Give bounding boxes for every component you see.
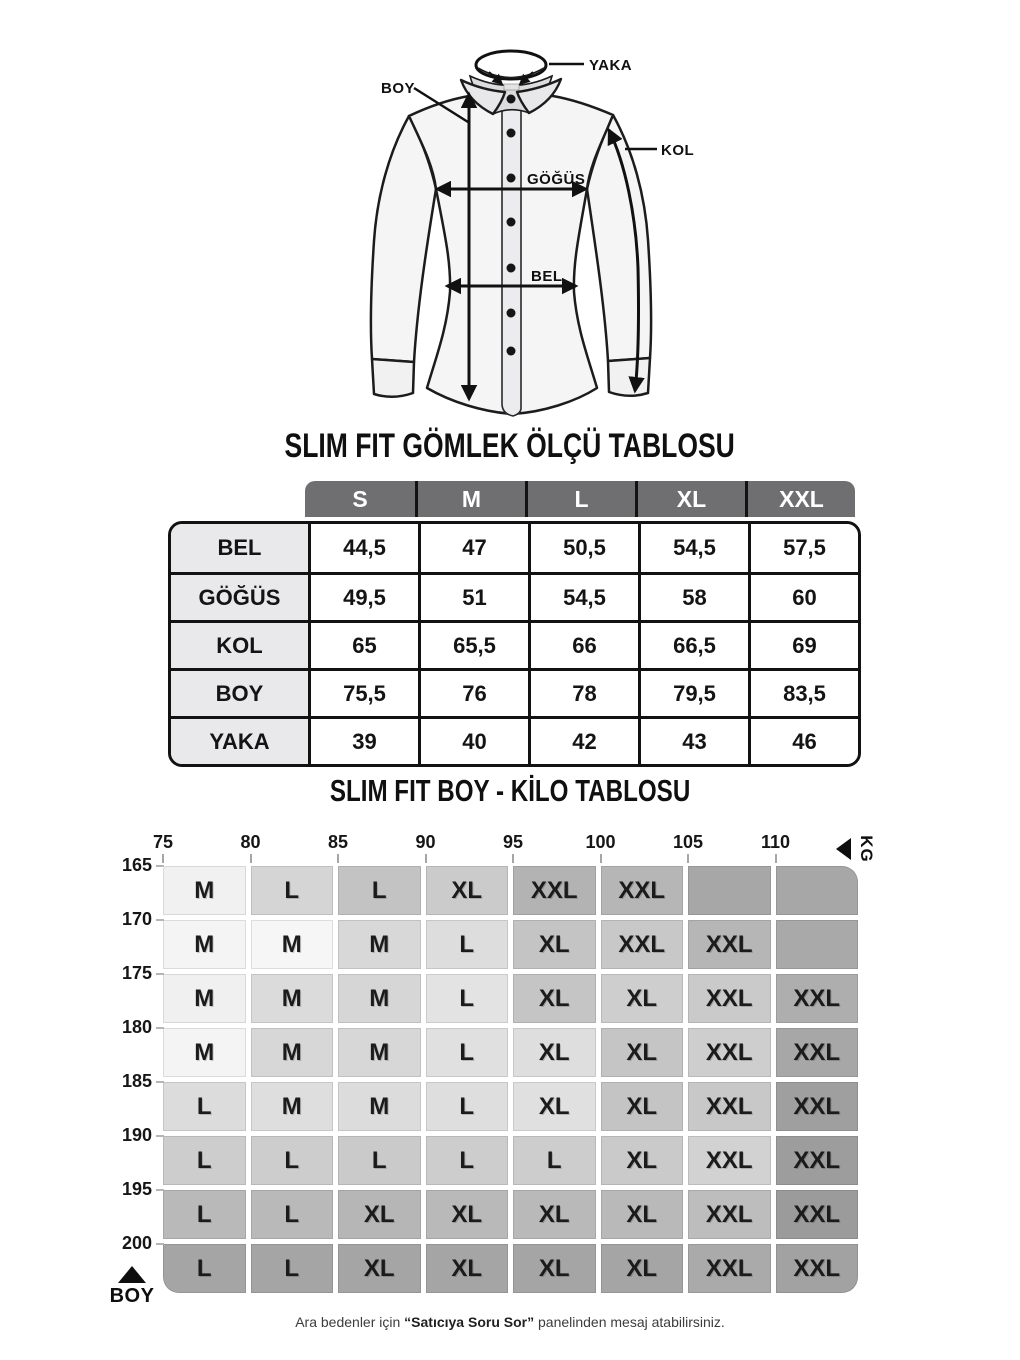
boy-tick-mark (156, 1135, 164, 1137)
weight-cell: M (163, 866, 246, 915)
kg-tick-label: 95 (502, 832, 524, 852)
weight-cell: L (251, 1190, 334, 1239)
size-value-cell: 44,5 (308, 524, 418, 572)
weight-cell: XXL (513, 866, 596, 915)
kol-label: KOL (661, 142, 695, 159)
size-value-cell: 83,5 (748, 668, 858, 716)
size-column-header: S (305, 481, 415, 517)
boy-tick-label: 200 (121, 1233, 152, 1254)
shirt-placket (502, 93, 521, 416)
size-value-cell: 75,5 (308, 668, 418, 716)
weight-cell: XXL (776, 1082, 859, 1131)
weight-cell: XXL (688, 1082, 771, 1131)
size-value-cell: 51 (418, 572, 528, 620)
size-value-cell: 76 (418, 668, 528, 716)
boy-arrow-up-icon (118, 1266, 146, 1283)
kg-tick-mark (337, 854, 339, 863)
weight-cell: XL (601, 1028, 684, 1077)
weight-cell: M (163, 974, 246, 1023)
weight-cell: L (426, 920, 509, 969)
weight-cell: XXL (688, 920, 771, 969)
weight-cell: XXL (776, 1190, 859, 1239)
size-row-label: BEL (171, 524, 308, 572)
weight-cell: XXL (688, 1244, 771, 1293)
boy-axis-indicator (102, 1266, 162, 1308)
yaka-label: YAKA (589, 57, 633, 74)
kg-tick-label: 80 (240, 832, 261, 852)
boy-tick-label: 195 (121, 1179, 152, 1200)
boy-tick-label: 170 (121, 909, 152, 930)
size-column-header: L (525, 481, 635, 517)
weight-cell: L (163, 1190, 246, 1239)
weight-grid (163, 866, 858, 1293)
boy-tick-mark (156, 1243, 164, 1245)
size-value-cell: 47 (418, 524, 528, 572)
size-value-cell: 65,5 (418, 620, 528, 668)
size-value-cell: 46 (748, 716, 858, 764)
weight-cell: XXL (688, 1028, 771, 1077)
footer-note: Ara bedenler için “Satıcıya Soru Sor” panelinden mesaj atabilirsiniz. (295, 1314, 725, 1330)
kg-tick-label: 100 (585, 832, 616, 852)
weight-cell: M (338, 1028, 421, 1077)
kg-tick-mark (250, 854, 252, 863)
size-value-cell: 57,5 (748, 524, 858, 572)
weight-cell: XXL (776, 1136, 859, 1185)
weight-cell: M (163, 920, 246, 969)
size-row-label: KOL (171, 620, 308, 668)
size-table-title: SLIM FIT GÖMLEK ÖLÇÜ TABLOSU (284, 427, 736, 465)
size-column-header: XXL (745, 481, 855, 517)
weight-cell: XL (513, 1244, 596, 1293)
boy-tick-label: 185 (121, 1071, 152, 1092)
size-value-cell: 54,5 (638, 524, 748, 572)
kg-tick-label: 75 (152, 832, 174, 852)
weight-cell: M (251, 920, 334, 969)
size-value-cell: 66 (528, 620, 638, 668)
weight-cell: XXL (601, 866, 684, 915)
weight-cell: L (426, 1082, 509, 1131)
size-value-cell: 42 (528, 716, 638, 764)
shirt-diagram (0, 0, 1020, 435)
boy-tick-mark (156, 1027, 164, 1029)
weight-cell (688, 866, 771, 915)
weight-cell: L (513, 1136, 596, 1185)
collar-measure-ellipse (476, 51, 546, 79)
size-value-cell: 54,5 (528, 572, 638, 620)
weight-cell: L (251, 1244, 334, 1293)
weight-cell: M (251, 974, 334, 1023)
weight-cell: M (251, 1028, 334, 1077)
weight-cell: M (338, 920, 421, 969)
weight-cell: XXL (688, 974, 771, 1023)
weight-cell: L (163, 1244, 246, 1293)
boy-tick-mark (156, 865, 164, 867)
weight-cell: XXL (688, 1190, 771, 1239)
kg-tick-mark (425, 854, 427, 863)
kg-tick-mark (162, 854, 164, 863)
kg-tick-mark (687, 854, 689, 863)
weight-cell: XL (513, 1028, 596, 1077)
weight-cell: XXL (601, 920, 684, 969)
size-row-label: GÖĞÜS (171, 572, 308, 620)
kg-tick-label: 90 (415, 832, 436, 852)
weight-cell: XL (601, 1136, 684, 1185)
weight-cell: XL (513, 1190, 596, 1239)
weight-cell: XL (601, 1082, 684, 1131)
weight-cell: XL (513, 1082, 596, 1131)
size-column-header: XL (635, 481, 745, 517)
weight-cell: L (426, 1028, 509, 1077)
weight-cell: XXL (776, 974, 859, 1023)
boy-tick-mark (156, 973, 164, 975)
weight-cell: L (338, 1136, 421, 1185)
size-value-cell: 60 (748, 572, 858, 620)
footer-bold: “Satıcıya Soru Sor” (404, 1314, 535, 1330)
weight-cell (776, 866, 859, 915)
weight-cell: XL (338, 1190, 421, 1239)
weight-cell: XL (426, 1244, 509, 1293)
weight-cell: L (426, 1136, 509, 1185)
kg-tick-label: 110 (760, 832, 791, 852)
weight-cell: L (163, 1082, 246, 1131)
size-row-label: BOY (171, 668, 308, 716)
kg-tick-mark (600, 854, 602, 863)
weight-cell: XXL (776, 1028, 859, 1077)
size-value-cell: 66,5 (638, 620, 748, 668)
weight-cell: L (338, 866, 421, 915)
weight-cell: M (338, 1082, 421, 1131)
weight-cell: XL (513, 974, 596, 1023)
size-row-label: YAKA (171, 716, 308, 764)
size-value-cell: 65 (308, 620, 418, 668)
weight-cell: XL (426, 866, 509, 915)
bel-label: BEL (531, 268, 563, 285)
size-table-body (168, 521, 861, 767)
weight-cell: XL (426, 1190, 509, 1239)
size-value-cell: 50,5 (528, 524, 638, 572)
weight-cell: L (426, 974, 509, 1023)
weight-cell: XL (601, 1190, 684, 1239)
size-value-cell: 69 (748, 620, 858, 668)
boy-tick-mark (156, 919, 164, 921)
size-value-cell: 79,5 (638, 668, 748, 716)
kg-tick-label: 105 (672, 832, 704, 852)
weight-chart-title: SLIM FIT BOY - KİLO TABLOSU (329, 773, 691, 808)
neck-brand-tag (504, 84, 519, 90)
kg-axis-label: KG (856, 835, 876, 863)
gogus-label: GÖĞÜS (527, 171, 586, 188)
size-value-cell: 49,5 (308, 572, 418, 620)
boy-tick-mark (156, 1189, 164, 1191)
weight-cell: L (163, 1136, 246, 1185)
weight-cell: XL (338, 1244, 421, 1293)
kg-tick-mark (775, 854, 777, 863)
weight-cell: L (251, 1136, 334, 1185)
size-column-header: M (415, 481, 525, 517)
boy-tick-mark (156, 1081, 164, 1083)
boy-axis-label: BOY (109, 1285, 155, 1307)
boy-label: BOY (381, 80, 416, 97)
boy-tick-label: 175 (121, 963, 152, 984)
size-table (168, 481, 861, 767)
size-value-cell: 58 (638, 572, 748, 620)
weight-cell: M (251, 1082, 334, 1131)
size-value-cell: 43 (638, 716, 748, 764)
weight-cell: XXL (776, 1244, 859, 1293)
size-value-cell: 39 (308, 716, 418, 764)
weight-cell: XXL (688, 1136, 771, 1185)
kg-tick-mark (512, 854, 514, 863)
kg-axis-indicator (836, 832, 880, 866)
kg-tick-label: 85 (327, 832, 349, 852)
weight-cell: M (163, 1028, 246, 1077)
kg-arrow-left-icon (836, 838, 851, 860)
size-value-cell: 40 (418, 716, 528, 764)
weight-cell (776, 920, 859, 969)
size-value-cell: 78 (528, 668, 638, 716)
boy-tick-label: 180 (121, 1017, 152, 1038)
size-table-header (305, 481, 861, 517)
weight-cell: XL (513, 920, 596, 969)
weight-cell: XL (601, 1244, 684, 1293)
boy-tick-label: 165 (121, 855, 152, 876)
weight-cell: L (251, 866, 334, 915)
weight-cell: M (338, 974, 421, 1023)
weight-cell: XL (601, 974, 684, 1023)
boy-tick-label: 190 (121, 1125, 152, 1146)
